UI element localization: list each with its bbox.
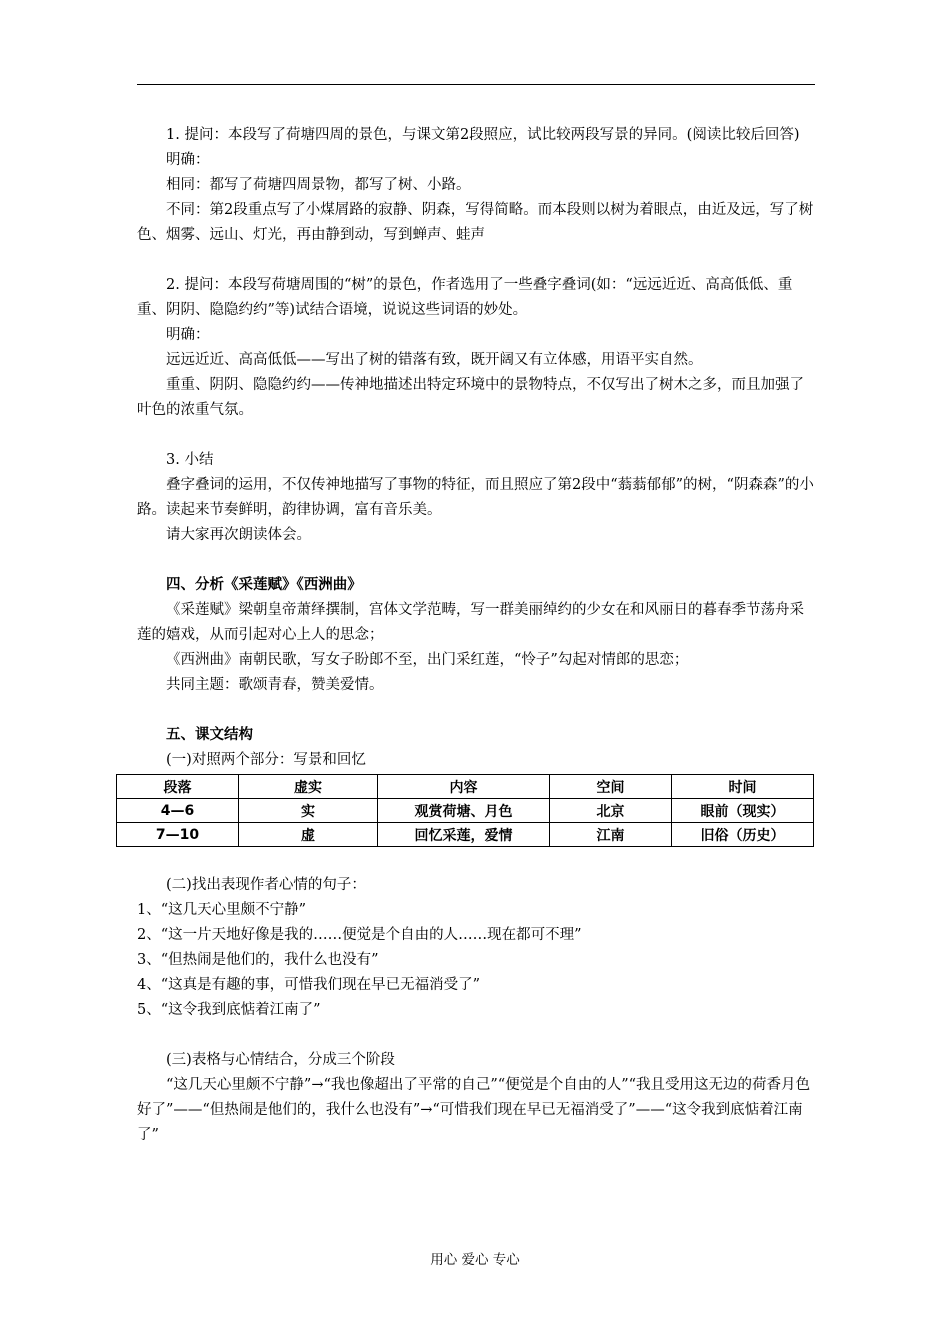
table-row bbox=[117, 823, 814, 847]
section-5-sub-2: (二)找出表现作者心情的句子： bbox=[166, 877, 366, 893]
section-4-paragraph-3: 共同主题：歌颂青春，赞美爱情。 bbox=[166, 677, 384, 693]
section-5-sub-3: (三)表格与心情结合，分成三个阶段 bbox=[166, 1052, 395, 1068]
document-body bbox=[137, 123, 815, 1148]
section-5-heading: 五、课文结构 bbox=[166, 727, 253, 743]
table-cell: 旧俗（历史） bbox=[672, 823, 814, 847]
q2-question: 2. 提问：本段写荷塘周围的“树”的景色，作者选用了一些叠字叠词(如：“远远近近、高高低低、重重、阴阴、隐隐约约”等)试结合语境，说说这些词语的妙处。 bbox=[137, 277, 793, 318]
q2-mingque: 明确： bbox=[166, 327, 210, 343]
page-footer: 用心 爱心 专心 bbox=[430, 1252, 520, 1268]
q2-answer-2: 重重、阴阴、隐隐约约——传神地描述出特定环境中的景物特点，不仅写出了树木之多，而且加强了叶色的浓重气氛。 bbox=[137, 377, 804, 418]
table-cell: 回忆采莲，爱情 bbox=[378, 823, 550, 847]
summary-title: 3. 小结 bbox=[166, 452, 214, 468]
table-header-cell: 内容 bbox=[378, 775, 550, 799]
list-item: 2、“这一片天地好像是我的……便觉是个自由的人……现在都可不理” bbox=[137, 927, 582, 943]
section-5-sub-1: (一)对照两个部分：写景和回忆 bbox=[166, 752, 366, 768]
table-cell: 4—6 bbox=[117, 799, 239, 823]
list-item: 3、“但热闹是他们的，我什么也没有” bbox=[137, 952, 379, 968]
table-header-cell: 时间 bbox=[672, 775, 814, 799]
table-cell: 眼前（现实） bbox=[672, 799, 814, 823]
q1-same: 相同：都写了荷塘四周景物，都写了树、小路。 bbox=[166, 177, 471, 193]
list-item: 4、“这真是有趣的事，可惜我们现在早已无福消受了” bbox=[137, 977, 481, 993]
table-header-cell: 段落 bbox=[117, 775, 239, 799]
structure-table bbox=[116, 774, 814, 847]
header-rule bbox=[137, 84, 815, 85]
section-4-heading: 四、分析《采莲赋》《西洲曲》 bbox=[166, 577, 362, 593]
section-4-paragraph-2: 《西洲曲》南朝民歌，写女子盼郎不至，出门采红莲，“怜子”勾起对情郎的思恋； bbox=[166, 652, 689, 668]
table-row bbox=[117, 799, 814, 823]
list-item: 1、“这几天心里颇不宁静” bbox=[137, 902, 307, 918]
table-cell: 江南 bbox=[550, 823, 672, 847]
table-header-row bbox=[117, 775, 814, 799]
summary-paragraph: 叠字叠词的运用，不仅传神地描写了事物的特征，而且照应了第2段中“蓊蓊郁郁”的树，“阴森森”的小路。读起来节奏鲜明，韵律协调，富有音乐美。 bbox=[137, 477, 814, 518]
q2-answer-1: 远远近近、高高低低——写出了树的错落有致，既开阔又有立体感，用语平实自然。 bbox=[166, 352, 703, 368]
table-cell: 实 bbox=[239, 799, 378, 823]
table-header-cell: 虚实 bbox=[239, 775, 378, 799]
q1-mingque: 明确： bbox=[166, 152, 210, 168]
list-item: 5、“这令我到底惦着江南了” bbox=[137, 1002, 321, 1018]
table-cell: 7—10 bbox=[117, 823, 239, 847]
table-cell: 观赏荷塘、月色 bbox=[378, 799, 550, 823]
table-header-cell: 空间 bbox=[550, 775, 672, 799]
section-5-summary: “这几天心里颇不宁静”→“我也像超出了平常的自己”“便觉是个自由的人”“我且受用这无边的荷香月色好了”——“但热闹是他们的，我什么也没有”→“可惜我们现在早已无福消受了”——“这令我到底惦着江南了” bbox=[137, 1077, 811, 1143]
q1-diff: 不同：第2段重点写了小煤屑路的寂静、阴森，写得简略。而本段则以树为着眼点，由近及远，写了树色、烟雾、远山、灯光，再由静到动，写到蝉声、蛙声 bbox=[137, 202, 814, 243]
table-cell: 虚 bbox=[239, 823, 378, 847]
summary-note: 请大家再次朗读体会。 bbox=[166, 527, 311, 543]
table-cell: 北京 bbox=[550, 799, 672, 823]
section-4-paragraph-1: 《采莲赋》梁朝皇帝萧绎撰制，宫体文学范畴，写一群美丽绰约的少女在和风丽日的暮春季节荡舟采莲的嬉戏，从而引起对心上人的思念； bbox=[137, 602, 804, 643]
q1-question: 1. 提问：本段写了荷塘四周的景色，与课文第2段照应，试比较两段写景的异同。(阅读比较后回答) bbox=[166, 127, 800, 143]
